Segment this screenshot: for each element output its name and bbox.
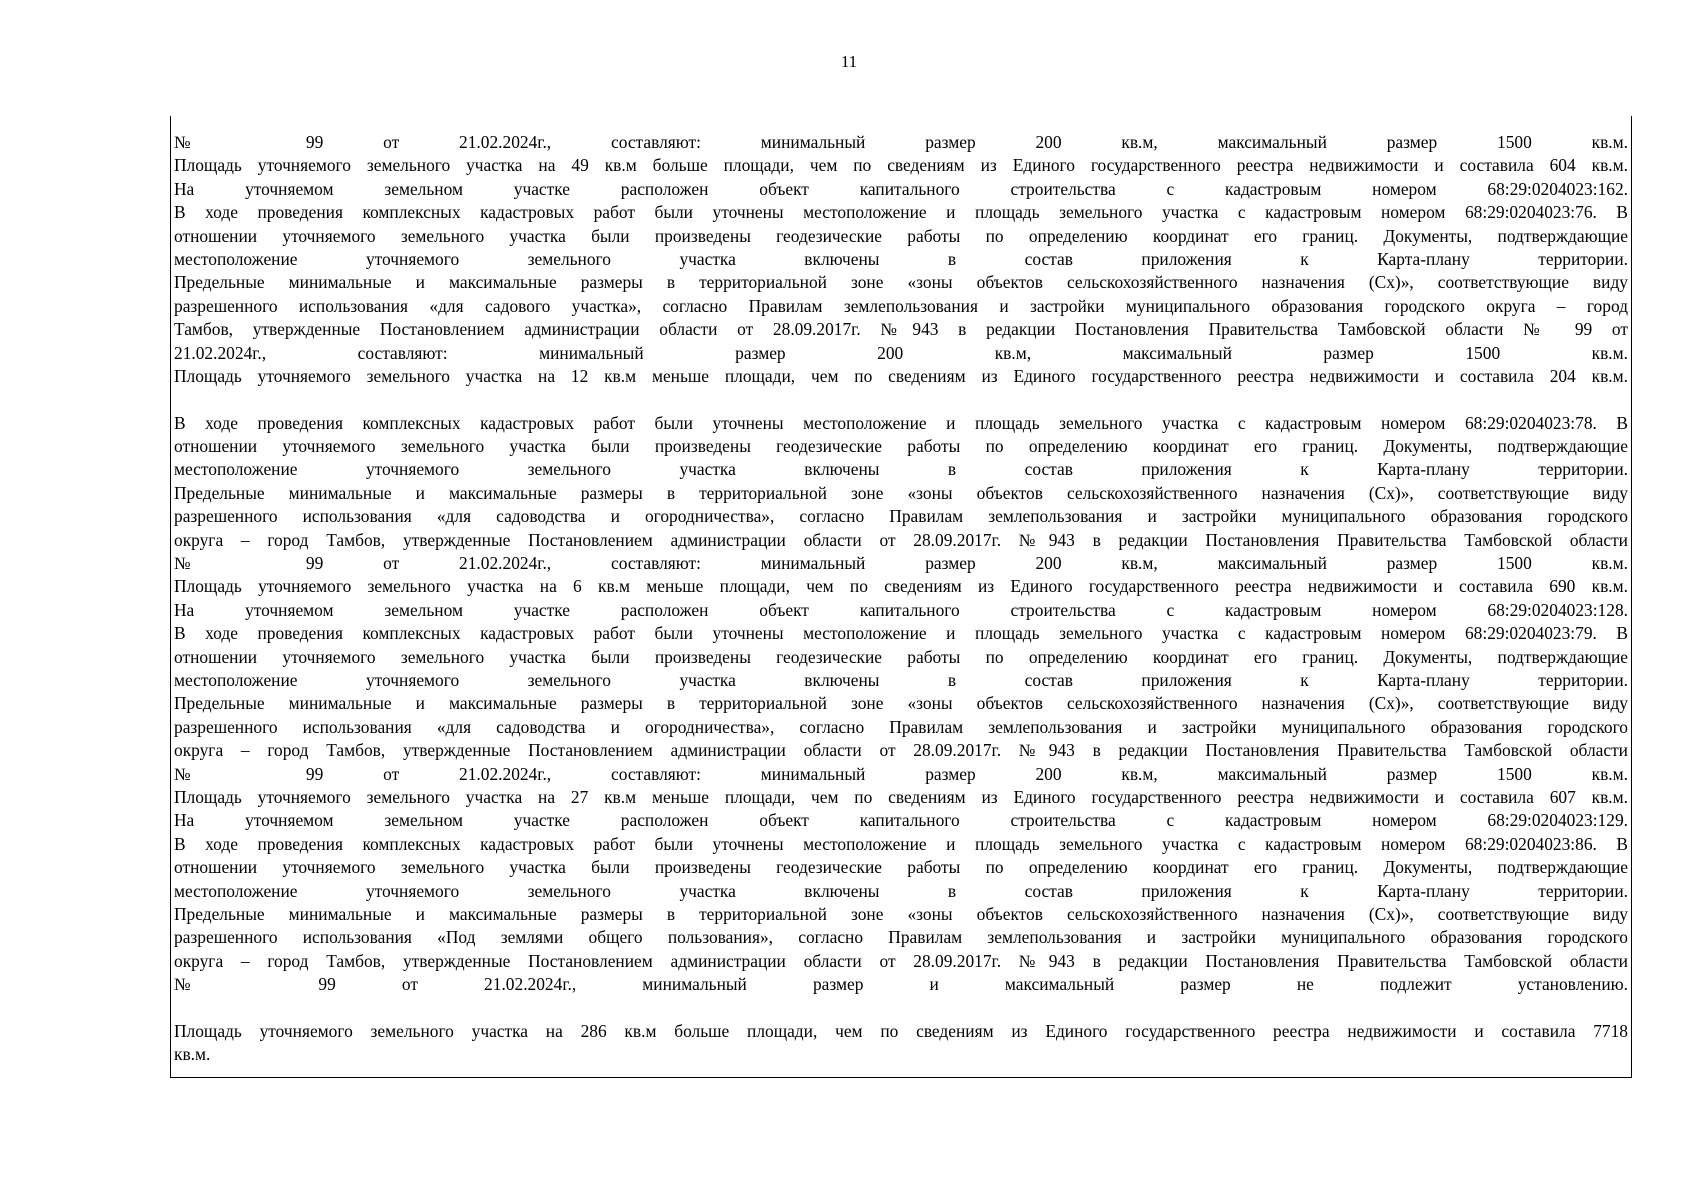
text-line: разрешенного использования «Под землями общего пользования», согласно Правилам землепользования и застройки муниципального образования городского	[174, 927, 1628, 948]
text-line: № 99 от 21.02.2024г., минимальный размер и максимальный размер не подлежит установлению.	[174, 974, 1628, 995]
text-line: № 99 от 21.02.2024г., составляют: минимальный размер 200 кв.м, максимальный размер 1500 кв.м.	[174, 763, 1628, 784]
text-line: 21.02.2024г., составляют: минимальный размер 200 кв.м, максимальный размер 1500 кв.м.	[174, 342, 1628, 363]
text-line: Предельные минимальные и максимальные размеры в территориальной зоне «зоны объектов сельскохозяйственного назначения (Сх)», соответствующие виду	[174, 693, 1628, 714]
text-line: отношении уточняемого земельного участка были произведены геодезические работы по определению координат его границ. Документы, подтверждающие	[174, 436, 1628, 457]
text-line: отношении уточняемого земельного участка были произведены геодезические работы по определению координат его границ. Документы, подтверждающие	[174, 646, 1628, 667]
text-line: разрешенного использования «для садоводства и огородничества», согласно Правилам землепользования и застройки муниципального образования городского	[174, 506, 1628, 527]
document-body	[174, 131, 1628, 1067]
text-block	[174, 131, 1628, 388]
text-block	[174, 412, 1628, 997]
text-line: Площадь уточняемого земельного участка на 6 кв.м меньше площади, чем по сведениям из Единого государственного реестра недвижимости и составила 690 кв.м.	[174, 576, 1628, 597]
text-line: местоположение уточняемого земельного участка включены в состав приложения к Карта-плану территории.	[174, 459, 1628, 480]
text-line: кв.м.	[174, 1044, 211, 1065]
text-line: разрешенного использования «для садового участка», согласно Правилам землепользования и застройки муниципального образования городского округа – город	[174, 295, 1628, 316]
text-line: местоположение уточняемого земельного участка включены в состав приложения к Карта-плану территории.	[174, 248, 1628, 269]
text-line: Площадь уточняемого земельного участка на 12 кв.м меньше площади, чем по сведениям из Единого государственного реестра недвижимости и составила 204 кв.м.	[174, 365, 1628, 386]
paragraph-gap	[174, 388, 1628, 411]
text-line: На уточняемом земельном участке расположен объект капитального строительства с кадастровым номером 68:29:0204023:128.	[174, 599, 1628, 620]
text-line: Тамбов, утвержденные Постановлением администрации области от 28.09.2017г. №943 в редакции Постановления Правительства Тамбовской области № 99 от	[174, 319, 1628, 340]
text-line: Площадь уточняемого земельного участка на 27 кв.м меньше площади, чем по сведениям из Единого государственного реестра недвижимости и составила 607 кв.м.	[174, 786, 1628, 807]
document-frame	[170, 116, 1632, 1078]
text-line: Предельные минимальные и максимальные размеры в территориальной зоне «зоны объектов сельскохозяйственного назначения (Сх)», соответствующие виду	[174, 482, 1628, 503]
text-line: В ходе проведения комплексных кадастровых работ были уточнены местоположение и площадь земельного участка с кадастровым номером 68:29:0204023:76. В	[174, 202, 1628, 223]
text-line: Предельные минимальные и максимальные размеры в территориальной зоне «зоны объектов сельскохозяйственного назначения (Сх)», соответствующие виду	[174, 272, 1628, 293]
text-line: округа – город Тамбов, утвержденные Постановлением администрации области от 28.09.2017г. №943 в редакции Постановления Правительства Тамбовской области	[174, 950, 1628, 971]
text-line: На уточняемом земельном участке расположен объект капитального строительства с кадастровым номером 68:29:0204023:162.	[174, 178, 1628, 199]
text-line: В ходе проведения комплексных кадастровых работ были уточнены местоположение и площадь земельного участка с кадастровым номером 68:29:0204023:79. В	[174, 623, 1628, 644]
text-line: отношении уточняемого земельного участка были произведены геодезические работы по определению координат его границ. Документы, подтверждающие	[174, 225, 1628, 246]
page-number: 11	[840, 52, 858, 71]
text-line: На уточняемом земельном участке расположен объект капитального строительства с кадастровым номером 68:29:0204023:129.	[174, 810, 1628, 831]
text-line: округа – город Тамбов, утвержденные Постановлением администрации области от 28.09.2017г. №943 в редакции Постановления Правительства Тамбовской области	[174, 529, 1628, 550]
text-line: округа – город Тамбов, утвержденные Постановлением администрации области от 28.09.2017г. №943 в редакции Постановления Правительства Тамбовской области	[174, 740, 1628, 761]
text-block	[174, 1020, 1628, 1067]
paragraph-gap	[174, 996, 1628, 1019]
text-line: разрешенного использования «для садоводства и огородничества», согласно Правилам землепользования и застройки муниципального образования городского	[174, 716, 1628, 737]
text-line: Площадь уточняемого земельного участка на 286 кв.м больше площади, чем по сведениям из Единого государственного реестра недвижимости и составила 7718	[174, 1020, 1628, 1041]
text-line: В ходе проведения комплексных кадастровых работ были уточнены местоположение и площадь земельного участка с кадастровым номером 68:29:0204023:86. В	[174, 833, 1628, 854]
text-line: местоположение уточняемого земельного участка включены в состав приложения к Карта-плану территории.	[174, 880, 1628, 901]
text-line: № 99 от 21.02.2024г., составляют: минимальный размер 200 кв.м, максимальный размер 1500 кв.м.	[174, 132, 1628, 152]
text-line: местоположение уточняемого земельного участка включены в состав приложения к Карта-плану территории.	[174, 669, 1628, 690]
text-line: отношении уточняемого земельного участка были произведены геодезические работы по определению координат его границ. Документы, подтверждающие	[174, 857, 1628, 878]
text-line: В ходе проведения комплексных кадастровых работ были уточнены местоположение и площадь земельного участка с кадастровым номером 68:29:0204023:78. В	[174, 412, 1628, 433]
text-line: № 99 от 21.02.2024г., составляют: минимальный размер 200 кв.м, максимальный размер 1500 кв.м.	[174, 553, 1628, 574]
text-line: Площадь уточняемого земельного участка на 49 кв.м больше площади, чем по сведениям из Единого государственного реестра недвижимости и составила 604 кв.м.	[174, 155, 1628, 176]
text-line: Предельные минимальные и максимальные размеры в территориальной зоне «зоны объектов сельскохозяйственного назначения (Сх)», соответствующие виду	[174, 903, 1628, 924]
